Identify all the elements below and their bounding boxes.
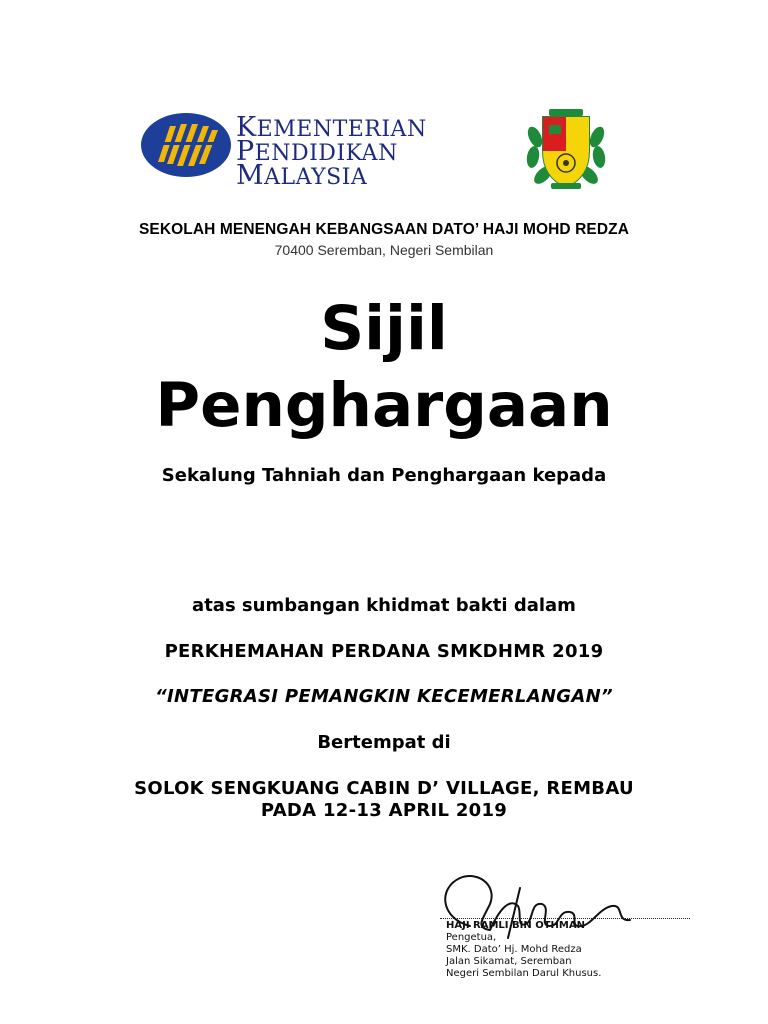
- contribution-text: atas sumbangan khidmat bakti dalam: [192, 595, 576, 616]
- kpm-logo-line2: PENDIDIKAN: [236, 136, 398, 167]
- event-theme: “INTEGRASI PEMANGKIN KECEMERLANGAN”: [155, 686, 613, 707]
- kpm-line1-rest: EMENTERIAN: [256, 117, 427, 142]
- kpm-line2-rest: ENDIDIKAN: [254, 141, 398, 166]
- signatory-organization: SMK. Dato’ Hj. Mohd Redza: [446, 944, 582, 955]
- certificate-title-line1: Sijil: [320, 293, 448, 364]
- venue-line-1: SOLOK SENGKUANG CABIN D’ VILLAGE, REMBAU: [134, 778, 634, 799]
- signature-block: [430, 868, 700, 1008]
- school-name: SEKOLAH MENENGAH KEBANGSAAN DATO’ HAJI MOHD REDZA: [138, 221, 630, 238]
- kpm-logo-line3: MALAYSIA: [236, 160, 368, 191]
- greeting-text: Sekalung Tahniah dan Penghargaan kepada: [161, 465, 607, 486]
- signature-line: [440, 918, 690, 919]
- event-name: PERKHEMAHAN PERDANA SMKDHMR 2019: [164, 641, 604, 662]
- school-address: 70400 Seremban, Negeri Sembilan: [274, 242, 494, 258]
- signatory-title: Pengetua,: [446, 932, 497, 943]
- venue-label: Bertempat di: [317, 732, 451, 753]
- venue-date-line: PADA 12-13 APRIL 2019: [260, 800, 508, 821]
- kpm-line3-rest: ALAYSIA: [264, 165, 368, 190]
- kpm-logo-line1: KEMENTERIAN: [236, 112, 427, 143]
- certificate-title-line2: Penghargaan: [155, 370, 613, 441]
- school-crest-icon: [525, 107, 607, 191]
- kpm-logo: [140, 108, 440, 191]
- signatory-address-line2: Negeri Sembilan Darul Khusus.: [446, 968, 602, 979]
- signatory-name: HAJI RAMLI BIN OTHMAN: [446, 920, 585, 931]
- signatory-address-line1: Jalan Sikamat, Seremban: [446, 956, 572, 967]
- kpm-emblem-icon: [140, 112, 232, 178]
